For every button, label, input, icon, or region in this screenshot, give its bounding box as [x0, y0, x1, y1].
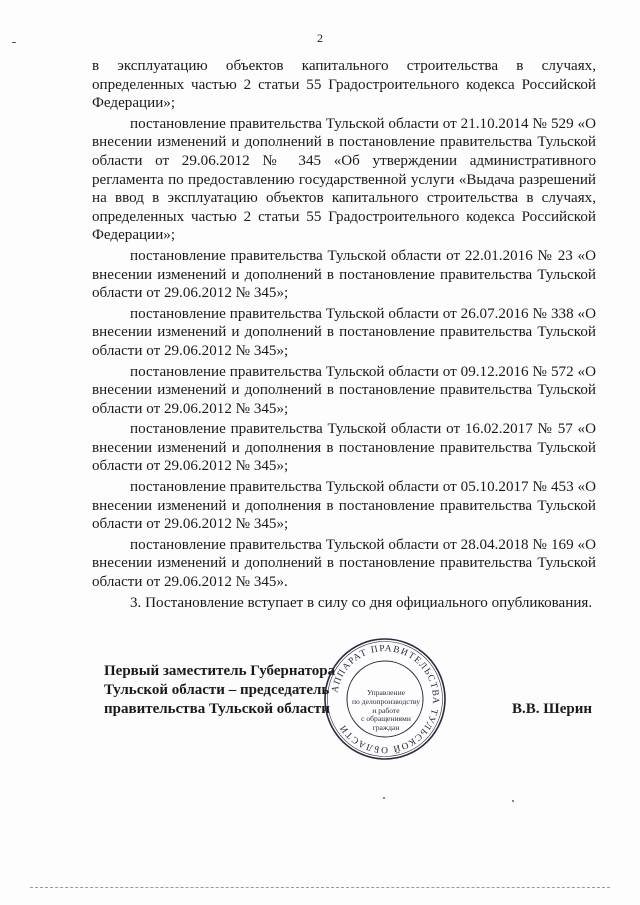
paragraph: постановление правительства Тульской области от 26.07.2016 № 338 «О внесении изменений и дополнений в постановление правительства Тульской области от 29.06.2012 № 345»; — [92, 305, 596, 359]
scan-artifact-dot — [512, 800, 514, 802]
seal-text-line: граждан — [372, 723, 400, 733]
paragraph: в эксплуатацию объектов капитального строительства в случаях, определенных частью 2 статьи 55 Градостроительного кодекса Российской Федерации»; — [92, 58, 596, 112]
signature-title — [104, 662, 344, 719]
signer-name: В.В. Шерин — [512, 701, 593, 717]
page-number: 2 — [317, 31, 323, 45]
document-body — [92, 57, 596, 614]
seal-text-line: с обращениями — [361, 714, 411, 724]
scan-artifact-dot — [383, 797, 385, 799]
seal-center-text — [341, 689, 431, 733]
signature-line: Тульской области – председатель — [104, 682, 330, 698]
paragraph: постановление правительства Тульской области от 05.10.2017 № 453 «О внесении изменений и дополнения в постановление правительства Тульской области от 29.06.2012 № 345»; — [92, 479, 596, 533]
seal-ring-text: АППАРАТ ПРАВИТЕЛЬСТВА ТУЛЬСКОЙ ОБЛАСТИ — [330, 643, 441, 755]
paragraph: постановление правительства Тульской области от 28.04.2018 № 169 «О внесении изменений и дополнений в постановление правительства Тульской области от 29.06.2012 № 345». — [92, 536, 596, 591]
paragraph: постановление правительства Тульской области от 09.12.2016 № 572 «О внесении изменений и дополнений в постановление правительства Тульской области от 29.06.2012 № 345»; — [92, 363, 596, 417]
paragraph: 3. Постановление вступает в силу со дня официального опубликования. — [130, 594, 593, 611]
seal-text-line: Управление — [366, 688, 406, 697]
paragraph: постановление правительства Тульской области от 22.01.2016 № 23 «О внесении изменений и дополнений в постановление правительства Тульской области от 29.06.2012 № 345»; — [92, 247, 596, 302]
signature-line: правительства Тульской области — [104, 701, 330, 717]
seal-text-line: по делопроизводству — [351, 696, 421, 706]
signature-line: Первый заместитель Губернатора — [104, 663, 336, 679]
seal-text-line: и работе — [372, 705, 400, 715]
scan-artifact-line — [30, 887, 610, 888]
paragraph: постановление правительства Тульской области от 16.02.2017 № 57 «О внесении изменений и дополнения в постановление правительства Тульской области от 29.06.2012 № 345»; — [92, 421, 596, 475]
paragraph: постановление правительства Тульской области от 21.10.2014 № 529 «О внесении изменений и дополнений в постановление правительства Тульской области от 29.06.2012 № 345 «Об утверждении административного регламента по предоставлению государственной услуги «Выдача разрешений на ввод в эксплуатацию объектов капитального строительства в случаях, определенных частью 2 статьи 55 Градостроительного кодекса Российской Федерации»; — [92, 115, 596, 244]
